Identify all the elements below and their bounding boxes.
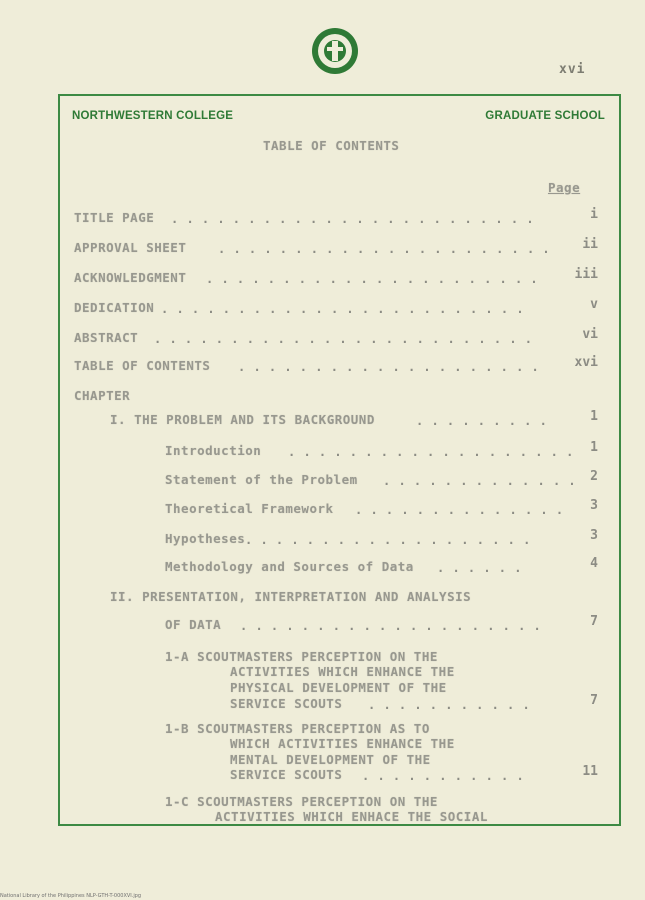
toc-page-number: 7 <box>590 693 598 708</box>
toc-dot-leader: . . . . . . . . . . . . . . . . . . . . <box>240 619 542 633</box>
toc-dot-leader: . . . . . . . . . . . . . . . . . . . . . . <box>206 272 539 286</box>
toc-entry-label: Introduction <box>165 443 262 458</box>
toc-page-number: 4 <box>590 556 598 571</box>
toc-page-number: 1 <box>590 409 598 424</box>
toc-entry-label: 1-B SCOUTMASTERS PERCEPTION AS TO <box>165 721 430 736</box>
toc-dot-leader: . . . . . . . . . . . <box>368 698 531 712</box>
toc-entry-label: 1-C SCOUTMASTERS PERCEPTION ON THE <box>165 794 438 809</box>
toc-entry-label: Methodology and Sources of Data <box>165 559 414 574</box>
toc-page-number: 7 <box>590 614 598 629</box>
toc-entry-label: APPROVAL SHEET <box>74 240 187 255</box>
toc-dot-leader: . . . . . . . . . . . . . . . . . . . . . . . . <box>171 212 535 226</box>
toc-entry-label: ABSTRACT <box>74 330 139 345</box>
green-page-frame <box>58 94 621 826</box>
toc-entry-label: SERVICE SCOUTS <box>230 696 343 711</box>
toc-title: TABLE OF CONTENTS <box>263 138 400 153</box>
toc-page-number: i <box>590 207 598 222</box>
toc-page-number: xvi <box>574 355 598 370</box>
toc-page-number: 11 <box>582 764 598 779</box>
toc-entry-label: TITLE PAGE <box>74 210 155 225</box>
toc-dot-leader: . . . . . . . . . . . . . <box>383 474 577 488</box>
toc-entry-label: SERVICE SCOUTS <box>230 767 343 782</box>
toc-page-number: iii <box>574 267 598 282</box>
toc-entry-label: OF DATA <box>165 617 222 632</box>
toc-entry-label: ACKNOWLEDGMENT <box>74 270 187 285</box>
toc-page-number: 1 <box>590 440 598 455</box>
toc-page-number: 3 <box>590 498 598 513</box>
toc-dot-leader: . . . . . . . . . . . . . . . . . . . <box>245 533 531 547</box>
page-column-label: Page <box>548 180 581 195</box>
toc-entry-label: TABLE OF CONTENTS <box>74 358 211 373</box>
toc-entry-label: I. THE PROBLEM AND ITS BACKGROUND <box>110 412 375 427</box>
toc-page-number: 3 <box>590 528 598 543</box>
toc-entry-label: ACTIVITIES WHICH ENHANCE THE <box>230 664 455 679</box>
toc-dot-leader: . . . . . . . . . . . . . . <box>355 503 564 517</box>
toc-entry-label: Theoretical Framework <box>165 501 334 516</box>
toc-entry-label: Statement of the Problem <box>165 472 358 487</box>
page-number: xvi <box>559 62 586 77</box>
toc-entry-label: Hypotheses <box>165 531 246 546</box>
college-seal <box>311 27 359 75</box>
toc-dot-leader: . . . . . . . . . . . . . . . . . . . <box>288 445 574 459</box>
toc-entry-label: MENTAL DEVELOPMENT OF THE <box>230 752 431 767</box>
header-school: GRADUATE SCHOOL <box>485 110 605 122</box>
toc-page-number: ii <box>582 237 598 252</box>
toc-entry-label: 1-A SCOUTMASTERS PERCEPTION ON THE <box>165 649 438 664</box>
footer-caption: National Library of the Philippines NLP-GTH-T-000XVI.jpg <box>0 893 142 899</box>
toc-entry-label: DEDICATION <box>74 300 155 315</box>
toc-dot-leader: . . . . . . . . . . . . . . . . . . . . . . . . <box>161 302 525 316</box>
toc-dot-leader: . . . . . . . . . . . <box>362 769 525 783</box>
toc-dot-leader: . . . . . . . . . . . . . . . . . . . . . . . . . <box>154 332 533 346</box>
toc-dot-leader: . . . . . . . . . . . . . . . . . . . . . . <box>218 242 551 256</box>
toc-dot-leader: . . . . . . . . . <box>416 414 548 428</box>
toc-dot-leader: . . . . . . . . . . . . . . . . . . . . <box>238 360 540 374</box>
toc-entry-label: CHAPTER <box>74 388 131 403</box>
toc-entry-label: WHICH ACTIVITIES ENHANCE THE <box>230 736 455 751</box>
toc-page-number: vi <box>582 327 598 342</box>
toc-dot-leader: . . . . . . <box>437 561 522 575</box>
header-college: NORTHWESTERN COLLEGE <box>72 110 234 122</box>
toc-entry-label: II. PRESENTATION, INTERPRETATION AND ANALYSIS <box>110 589 472 604</box>
toc-page-number: 2 <box>590 469 598 484</box>
toc-page-number: v <box>590 297 598 312</box>
toc-entry-label: PHYSICAL DEVELOPMENT OF THE <box>230 680 447 695</box>
toc-entry-label: ACTIVITIES WHICH ENHACE THE SOCIAL <box>215 809 488 824</box>
